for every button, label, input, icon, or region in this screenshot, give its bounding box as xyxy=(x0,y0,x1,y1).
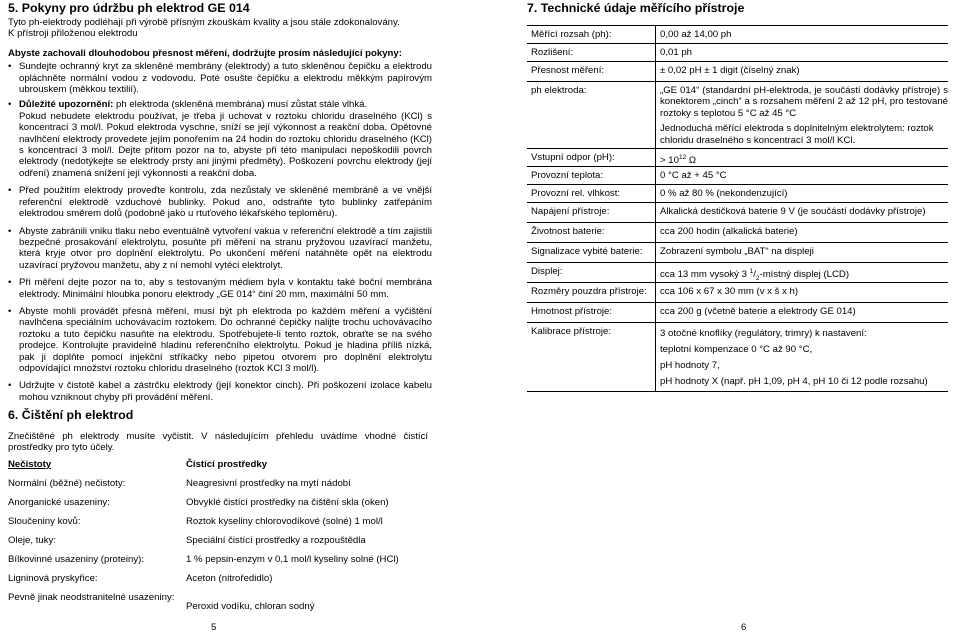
table-row: Displej: cca 13 mm vysoký 3 $^1/_2$-místný displej (LCD) xyxy=(527,263,948,283)
table-row: Provozní rel. vlhkost: 0 % až 80 % (nekondenzující) xyxy=(527,185,948,203)
warning-text: ph elektroda (skleněná membrána) musí zůstat stále vlhká. xyxy=(113,99,368,111)
table-row: Pevně jinak neodstranitelné usazeniny: Peroxid vodíku, chloran sodný xyxy=(8,592,315,612)
list-item: • Abyste zabránili vniku tlaku nebo eventuálně vytvoření vakua v referenční elektrodě a tím zajistili bezpečné prosakování elektrolytu, posuňte při měření na stranu pryžovou uzavírací manžetu, která kryje otvor pro doplnění elektrolytu. Po ukončení měření natáhněte opět na elektrodu uzavírací pryžovou manžetu, aby z ní nemohl vytéci elektrolyt. xyxy=(8,225,432,271)
bullet-icon: • xyxy=(8,225,12,237)
section6-intro: Znečištěné ph elektrody musíte vyčistit. V následujícím přehledu uvádíme vhodné čistící prostředky pro tyto účely. xyxy=(8,431,428,454)
table-row: Rozlišení: 0,01 ph xyxy=(527,44,948,62)
list-item: • Sundejte ochranný kryt za skleněné membrány (elektrody) a tuto skleněnou čepičku a elektrodu opláchněte normální vodou z vodovodu. Poté osušte čepičku a elektrodu měkkým papírovým ubrouskem (měkkou textilií). xyxy=(8,61,432,96)
page-number: 6 xyxy=(741,622,747,633)
bullet-icon: • xyxy=(8,305,12,317)
warning-label: Důležité upozornění: xyxy=(19,99,114,111)
bullet-icon: • xyxy=(8,277,12,289)
warning-paragraph: Pokud nebudete elektrodu používat, je třeba ji uchovat v roztoku chloridu draselného (KCl) s koncentrací 3 mol/l. Pokud elektroda vyschne, sníží se její výkonnost a reakční doba. Opětovné navlhčení elektrody provedete jejím ponořením na 24 hodin do roztoku chloridu draselného (KCl) s koncentrací 3 mol/l. Dejte přitom pozor na to, abyste při této manipulaci nepoškodili povrch elektrody (nedotýkejte se elektrody prsty ani jinými předměty). Poškození povrchu elektrody (její odření) znamená snížení její výkonnosti a reakční doba. xyxy=(19,110,432,179)
table-row: Oleje, tuky: Speciální čistící prostředky a rozpouštědla xyxy=(8,535,366,546)
table-row: Vstupní odpor (pH): > $10^{12}$ Ω xyxy=(527,149,948,167)
table-row: Hmotnost přístroje: cca 200 g (včetně baterie a elektrody GE 014) xyxy=(527,303,948,323)
table-row: Ligninová pryskyřice: Aceton (nitroředidlo) xyxy=(8,573,273,584)
table-row: Měřící rozsah (ph): 0,00 až 14,00 ph xyxy=(527,25,948,44)
bullet-icon: • xyxy=(8,380,12,392)
list-item: • Abyste mohli provádět přesná měření, musí být ph elektroda po každém měření a vyčištění navlhčena speciálním uchovávacím roztokem. Do ochranné čepičky nalijte trochu uchovávacího roztoku a tuto čepičku nasuňte na elektrodu. Spotřebujete-li tento roztok, obraťte se na svého prodejce. Kontrolujte pravidelně hladinu referenčního elektrolytu. Pokud je hladina příliš nízká, pak ji doplňte pomocí injekční stříkačky nebo pipetou otvorem pro doplnění elektrolytu odpovídající množství roztoku chloridu draselného (roztok KCl 3 mol/l). xyxy=(8,305,432,374)
list-item: • Před použitím elektrody proveďte kontrolu, zda nezůstaly ve skleněné membráně a ve vnější referenční elektrodě vzduchové bublinky. Pokud ano, odstraňte tyto bublinky zatřepáním elektrodou směrem dolů (podobně jako u rtuťového lékařského teploměru). xyxy=(8,185,432,220)
table-row: Rozměry pouzdra přístroje: cca 106 x 67 x 30 mm (v x š x h) xyxy=(527,283,948,303)
cleaning-table xyxy=(8,459,438,611)
section6-title: 6. Čištění ph elektrod xyxy=(8,408,134,422)
bullet-icon: • xyxy=(8,99,12,111)
bullet-icon: • xyxy=(8,61,12,73)
bullet-icon: • xyxy=(8,185,12,197)
table-row: Bílkovinné usazeniny (proteiny): 1 % pepsin-enzym v 0,1 mol/l kyseliny solné (HCl) xyxy=(8,554,399,565)
table-row: ph elektroda: „GE 014“ (standardní pH-elektroda, je součástí dodávky přístroje) s konektorem „cinch“ a s rozsahem měření 2 až 12 pH, pro testované roztoky s teplotou 5 °C až 45 °C Jednoduchá měřící elektroda s doplnitelným elektrolytem: roztok chloridu draselného s koncentrací 3 mol/l KCl. xyxy=(527,82,948,149)
section7-title: 7. Technické údaje měřícího přístroje xyxy=(527,1,745,15)
table-row: Anorganické usazeniny: Obvyklé čistící prostředky na čištění skla (oken) xyxy=(8,497,389,508)
table-header xyxy=(8,459,438,478)
list-item: • Udržujte v čistotě kabel a zástrčku elektrody (její konektor cinch). Při poškození izolace kabelu mohou vzniknout chyby při provádění měření. xyxy=(8,380,432,403)
list-item xyxy=(8,99,432,179)
table-row: Sloučeniny kovů: Roztok kyseliny chlorovodíkové (solné) 1 mol/l xyxy=(8,516,383,527)
table-row: Životnost baterie: cca 200 hodin (alkalická baterie) xyxy=(527,223,948,243)
column-header: Čistící prostředky xyxy=(186,459,268,470)
maintenance-heading: Abyste zachovali dlouhodobou přesnost měření, dodržujte prosím následující pokyny: xyxy=(8,47,402,59)
specs-table xyxy=(527,25,948,392)
column-header: Nečistoty xyxy=(8,459,52,470)
table-row: Přesnost měření: ± 0,02 pH ± 1 digit (číselný znak) xyxy=(527,62,948,82)
table-row: Normální (běžné) nečistoty: Neagresivní prostředky na mytí nádobí xyxy=(8,478,351,489)
list-item: • Při měření dejte pozor na to, aby s testovaným médiem byla v kontaktu také boční membrána elektrody. Minimální hloubka ponoru elektrody „GE 014“ činí 20 mm, maximální 50 mm. xyxy=(8,277,432,300)
page-number: 5 xyxy=(211,622,217,633)
section5-body xyxy=(8,17,432,403)
table-row: Napájení přístroje: Alkalická destičková baterie 9 V (je součástí dodávky přístroje) xyxy=(527,203,948,223)
table-row: Signalizace vybité baterie: Zobrazení symbolu „BAT“ na displeji xyxy=(527,243,948,263)
intro-line: K přístroji přiloženou elektrodu xyxy=(8,28,138,40)
section5-title: 5. Pokyny pro údržbu ph elektrod GE 014 xyxy=(8,1,250,15)
table-row: Provozní teplota: 0 °C až + 45 °C xyxy=(527,167,948,185)
intro-line: Tyto ph-elektrody podléhají při výrobě přísným zkouškám kvality a jsou stále zdokonalovány. xyxy=(8,17,400,28)
table-row: Kalibrace přístroje: 3 otočné knoflíky (regulátory, trimry) k nastavení: teplotní kompenzace 0 °C až 90 °C, pH hodnoty 7, pH hodnoty X (např. pH 1,09, pH 4, pH 10 či 12 podle rozsahu) xyxy=(527,323,948,392)
